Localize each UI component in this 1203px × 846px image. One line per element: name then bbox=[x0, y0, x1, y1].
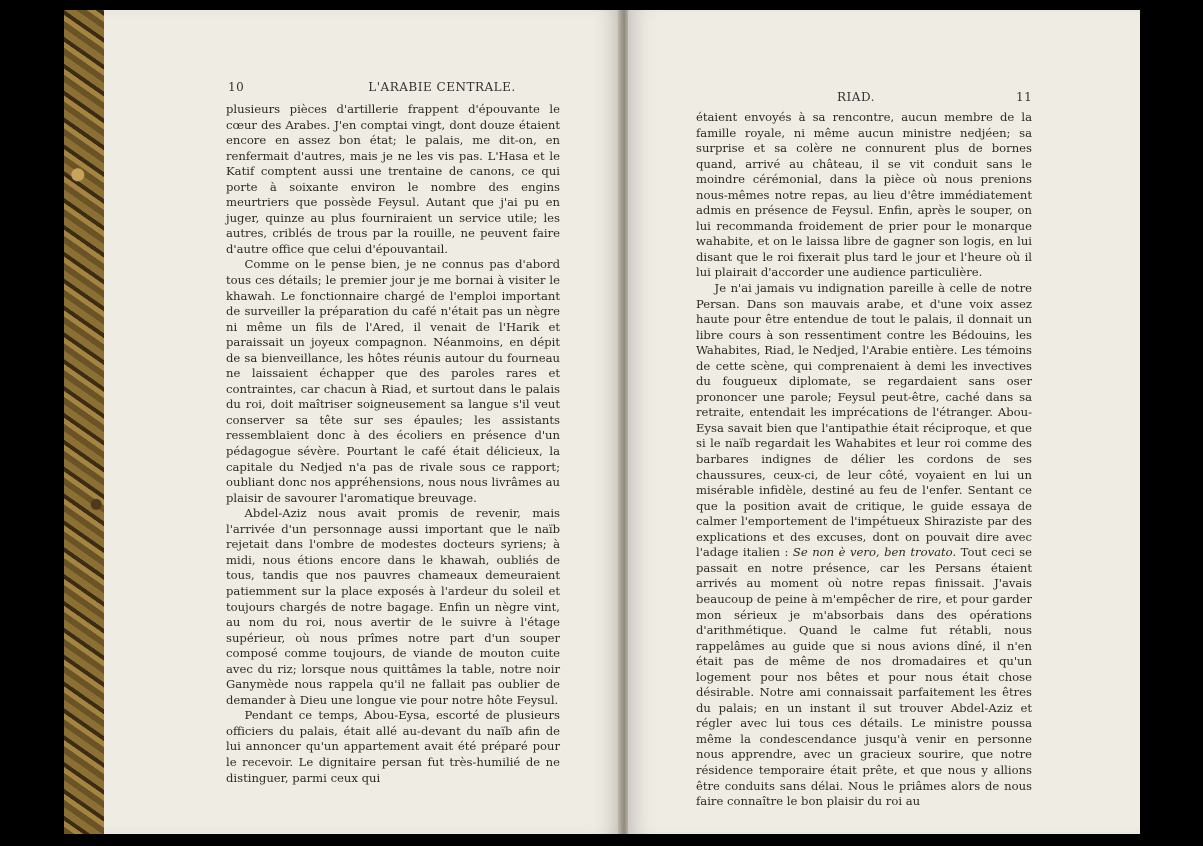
right-page-number: 11 bbox=[1016, 90, 1033, 104]
left-page bbox=[104, 10, 621, 834]
paragraph-text: Je n'ai jamais vu indignation pareille à celle de notre Persan. Dans son mauvais arabe, et d'une voix assez haute pour être entendue de tout le palais, il donnait un libre cours à son ressentiment contre les Bédouins, les Wahabites, Riad, le Nedjed, l'Arabie entière. Les témoins de cette scène, qui comprenaient à demi les invectives du fougueux diplomate, se regardaient sans oser prononcer une parole; Feysul peut-être, caché dans sa retraite, entendait les imprécations de l'étranger. Abou-Eysa savait bien que l'antipathie était réciproque, et que si le naïb regardait les Wahabites et leur roi comme des barbares indignes de délier les cordons de ses chaussures, ceux-ci, de leur côté, voyaient en lui un misérable infidèle, destiné au feu de l'enfer. Sentant ce que la position avait de critique, le guide essaya de calmer l'emportement de l'impétueux Shiraziste par des explications et des excuses, dont on pouvait dire avec l'adage italien : bbox=[696, 281, 1032, 560]
left-running-head: L'ARABIE CENTRALE. bbox=[368, 80, 516, 94]
paragraph: Abdel-Aziz nous avait promis de revenir, mais l'arrivée d'un personnage aussi important que le naïb rejetait dans l'ombre de modestes docteurs syriens; à midi, nous étions encore dans le khawah, oubliés de tous, tandis que nos pauvres chameaux demeuraient patiemment sur la place exposés à l'ardeur du soleil et toujours chargés de notre bagage. Enfin un nègre vint, au nom du roi, nous avertir de le suivre à l'étage supérieur, où nous prîmes notre part d'un souper composé comme toujours, de viande de mouton cuite avec du riz; lorsque nous quittâmes la table, notre noir Ganymède nous rappela qu'il ne fallait pas oublier de demander à Dieu une longue vie pour notre hôte Feysul. bbox=[226, 506, 560, 707]
paragraph-text: Tout ceci se passait en notre présence, car les Persans étaient arrivés au moment où notre repas finissait. J'avais beaucoup de peine à m'empêcher de rire, et pour garder mon sérieux je m'absorbais dans des opérations d'arithmétique. Quand le calme fut rétabli, nous rappelâmes au guide que si nous avions dîné, il n'en était pas de même de nos dromadaires et qu'un logement pour nos bêtes et pour nous était chose désirable. Notre ami connaissait parfaitement les êtres du palais; en un instant il sut trouver Abdel-Aziz et régler avec lui tous ces détails. Le ministre poussa même la condescendance jusqu'à venir en personne nous apprendre, avec un gracieux sourire, que notre résidence temporaire était prête, et que nous y allions être conduits sans délai. Nous le priâmes alors de nous faire connaître le bon plaisir du roi au bbox=[696, 545, 1032, 809]
paragraph: Pendant ce temps, Abou-Eysa, escorté de plusieurs officiers du palais, était allé au-devant du naïb afin de lui annoncer qu'un appartement avait été préparé pour le recevoir. Le dignitaire persan fut très-humilié de ne distinguer, parmi ceux qui bbox=[226, 708, 560, 785]
paragraph: étaient envoyés à sa rencontre, aucun membre de la famille royale, ni même aucun ministre nedjéen; sa surprise et sa colère ne connurent plus de bornes quand, arrivé au château, il se vit conduit sans le moindre cérémonial, dans la pièce où nous prenions nous-mêmes notre repas, au lieu d'être immédiatement admis en présence de Feysul. Enfin, après le souper, on lui recommanda froidement de prier pour le monarque wahabite, et on le laissa libre de gagner son logis, en lui disant que le roi fixerait plus tard le jour et l'heure où il lui plairait d'accorder une audience particulière. bbox=[696, 110, 1032, 280]
italian-adage: Se non è vero, ben trovato. bbox=[792, 545, 957, 560]
paragraph: plusieurs pièces d'artillerie frappent d'épouvante le cœur des Arabes. J'en comptai vingt, dont douze étaient encore en assez bon état; le palais, me dit-on, en renfermait d'autres, mais je ne les vis pas. L'Hasa et le Katif comptent aussi une trentaine de canons, ce qui porte à soixante environ le nombre des engins meurtriers que possède Feysul. Autant que j'ai pu en juger, quinze au plus fourniraient un service utile; les autres, criblés de trous par la rouille, ne peuvent faire d'autre office que celui d'épouvantail. bbox=[226, 102, 560, 256]
left-body-text bbox=[226, 102, 560, 786]
paragraph: Comme on le pense bien, je ne connus pas d'abord tous ces détails; le premier jour je me bornai à visiter le khawah. Le fonctionnaire chargé de l'emploi important de surveiller la préparation du café n'était pas un nègre ni même un fils de l'Ared, il venait de l'Harik et paraissait un joyeux compagnon. Néanmoins, en dépit de sa bienveillance, les hôtes réunis autour du fourneau ne laissaient échapper que des paroles rares et contraintes, car chacun à Riad, et surtout dans le palais du roi, doit maîtriser soigneusement sa langue s'il veut conserver sa tête sur ses épaules; les assistants ressemblaient donc à des écoliers en présence d'un pédagogue sévère. Pourtant le café était délicieux, la capitale du Nedjed n'a pas de rivale sous ce rapport; oubliant donc nos appréhensions, nous nous livrâmes au plaisir de savourer l'aromatique breuvage. bbox=[226, 257, 560, 505]
right-page bbox=[628, 10, 1140, 834]
right-running-head: RIAD. bbox=[837, 90, 875, 104]
paragraph bbox=[696, 281, 1032, 810]
left-page-number: 10 bbox=[228, 80, 245, 94]
right-body-text bbox=[696, 110, 1032, 810]
